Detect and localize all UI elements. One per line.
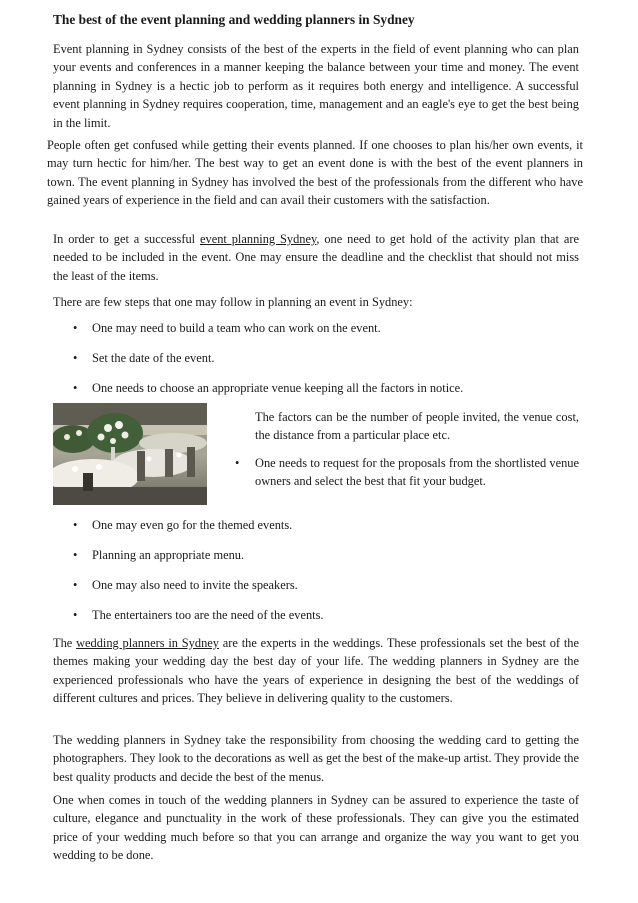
paragraph-assurance: One when comes in touch of the wedding planners in Sydney can be assured to experience the taste of culture, elegance and punctuality in the work of these professionals. They can give you the estimated price of your wedding much before so that you can arrange and organize the way you want to get you wedding to be done.: [53, 793, 579, 863]
bullet-icon: •: [73, 578, 78, 592]
list-item-text: One may also need to invite the speakers.: [92, 578, 298, 592]
paragraph-steps-intro: There are few steps that one may follow in planning an event in Sydney:: [53, 295, 413, 309]
bullet-icon: •: [235, 456, 240, 470]
paragraph-wedding-planners: [53, 634, 579, 708]
venue-photo: [53, 403, 207, 505]
paragraph-text: In order to get a successful: [53, 232, 201, 246]
paragraph-text: are the experts in the weddings. These professionals set the best of the themes making your wedding day the best day of your life. The wedding planners in Sydney are the experienced professionals who have the years of experience in designing the best of the weddings of different cultures and prices. They believe in delivering quality to the customers.: [53, 636, 579, 706]
wedding-planners-sydney-link[interactable]: wedding planners in Sydney: [76, 636, 219, 650]
list-item-text: One may need to build a team who can work on the event.: [92, 321, 381, 335]
bullet-icon: •: [73, 608, 78, 622]
bullet-icon: •: [73, 548, 78, 562]
paragraph-confusion: People often get confused while getting their events planned. If one chooses to plan his/her own events, it may turn hectic for him/her. The best way to get an event done is with the best of the event planners in town. The event planning in Sydney has involved the best of the professionals from the different who have gained years of experience in the field and can avail their customers with the satisfaction.: [47, 138, 583, 208]
paragraph-responsibility: The wedding planners in Sydney take the responsibility from choosing the wedding card to getting the photographers. They look to the decorations as well as get the best of the make-up artist. They provide the best quality products and decide the best of the menus.: [53, 733, 580, 784]
list-item-text: One may even go for the themed events.: [92, 518, 293, 532]
paragraph-text: , one need to get hold of the activity plan that are needed to be included in the event. One may ensure the deadline and the checklist that should not miss the least of the items.: [53, 232, 579, 283]
list-item-text: Set the date of the event.: [92, 351, 215, 365]
venue-factors-text: The factors can be the number of people invited, the venue cost, the distance from a particular place etc.: [255, 410, 579, 443]
list-item-text: One needs to choose an appropriate venue keeping all the factors in notice.: [92, 381, 464, 395]
bullet-icon: •: [73, 321, 78, 335]
bullet-icon: •: [73, 518, 78, 532]
list-item-text: The entertainers too are the need of the events.: [92, 608, 324, 622]
paragraph-intro: Event planning in Sydney consists of the best of the experts in the field of event planning who can plan your events and conferences in a manner keeping the balance between your time and money. The event planning in Sydney is a hectic job to perform as it requires both energy and intelligence. A successful event planning in Sydney requires cooperation, time, management and an eagle's eye to get the best being in the limit.: [53, 42, 579, 130]
document-title: The best of the event planning and wedding planners in Sydney: [53, 12, 415, 27]
paragraph-text: The: [53, 636, 77, 650]
paragraph-activity-plan: [53, 230, 579, 285]
bullet-icon: •: [73, 351, 78, 365]
bullet-icon: •: [73, 381, 78, 395]
event-planning-sydney-link[interactable]: event planning Sydney: [200, 232, 317, 246]
list-item-text: Planning an appropriate menu.: [92, 548, 245, 562]
list-item-text: One needs to request for the proposals from the shortlisted venue owners and select the best that fit your budget.: [255, 456, 579, 489]
